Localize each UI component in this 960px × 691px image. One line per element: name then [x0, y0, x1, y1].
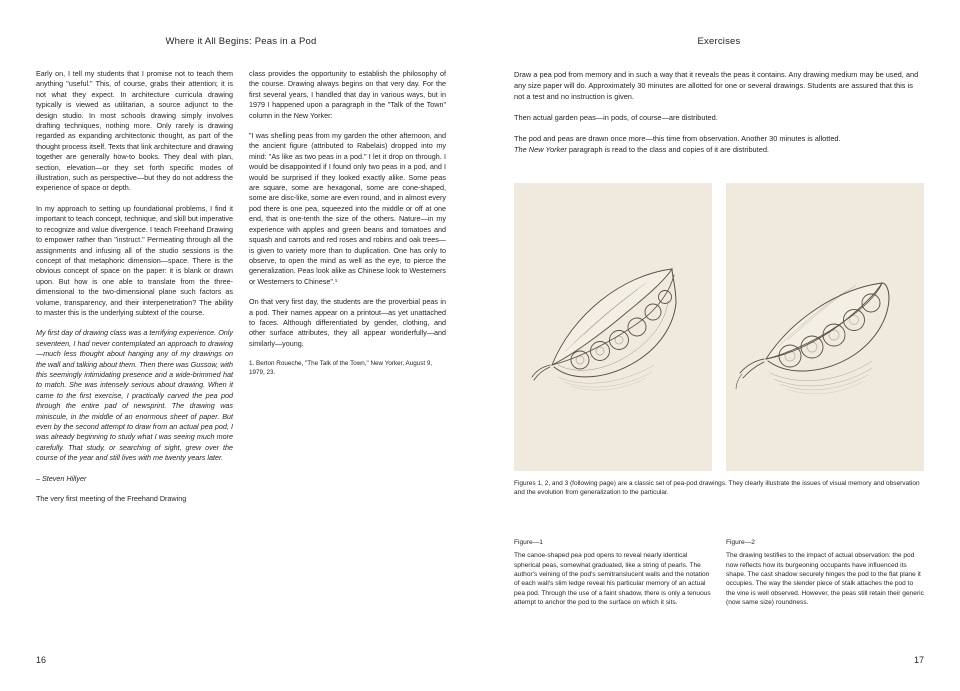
running-head-left: Where it All Begins: Peas in a Pod — [165, 36, 317, 47]
body-paragraph: Early on, I tell my students that I promise not to teach them anything "useful." This, of course, grabs their attention; it is not what they expect. In architecture curricula drawing typically is viewed as utilitarian, a source adjunct to the design studio. In most schools drawing simply involves drafting techniques, nothing more. Only rarely is drawing regarded as expanding architectonic thought, as part of the thought process itself. Texts that link architecture and drawing together are generally how-to books. They deal with plan, section, elevation—or they set forth specific modes of illustration, such as perspective—but they do not address the experience of space or depth. — [36, 69, 233, 193]
figure-1-image — [514, 183, 712, 471]
body-paragraph: class provides the opportunity to establish the philosophy of the course. Drawing always begins on that very day. For the first several years, I handled that day in various ways, but in 1979 I happened upon a paragraph in the "Talk of the Town" column in the New Yorker: — [249, 69, 446, 120]
footnote: 1. Berton Roueche, "The Talk of the Town," New Yorker, August 9, 1979, 23. — [249, 360, 433, 377]
exercise-intro — [514, 69, 924, 155]
page-number-left: 16 — [36, 655, 47, 665]
exercise-line-two-rest: paragraph is read to the class and copies of it are distributed. — [566, 145, 769, 154]
figure-note-1 — [514, 538, 712, 608]
figure-description: The drawing testifies to the impact of actual observation: the pod now reflects how its burgeoning occupants have influenced its shape. The cast shadow securely hinges the pod to the flat plane it occupies. The way the slender piece of stalk attaches the pod to the vine is well observed. However, the peas still retain their generic (now same size) roundness. — [726, 552, 924, 607]
exercise-paragraph-mixed — [514, 133, 924, 155]
body-paragraph-quote: "I was shelling peas from my garden the other afternoon, and the ancient figure (attributed to Rabelais) dropped into my mind: "As like as two peas in a pod." I let it drop on through. I would be disappointed if I found only two peas in a pod, and I would be surprised if they looked exactly alike. Some peas are square, some are hexagonal, some are cone-shaped, some are disc-like, some are even round, and in almost every pod there is one pea, squeezed into the middle or off at one end, that is one-tenth the size of the others. Nature—in my experience with apples and green beans and tomatoes and squash and carrots and red roses and robins and oak trees—is given to variety more than to duplication. One has only to observe, to open the mind as well as the eye, to pierce the generalization. Peas look alike as Chinese look to Westerners or Westerners to Chinese".¹ — [249, 131, 446, 286]
figure-caption: Figures 1, 2, and 3 (following page) are a classic set of pea-pod drawings. They clearly illustrate the issues of visual memory and observation and the evolution from generalization to the particular. — [514, 480, 920, 497]
column-one — [36, 69, 233, 514]
figure-notes — [514, 538, 924, 608]
right-page — [480, 0, 960, 691]
page-number-right: 17 — [913, 655, 924, 665]
figure-description: The canoe-shaped pea pod opens to reveal nearly identical spherical peas, somewhat graduated, like a string of pearls. The author's veining of the pod's semitranslucent walls and the notation of each wall's slim ledge reveal his particular memory of an actual pea pod. Through the use of a faint shadow, there is only a tenuous attempt to anchor the pod to the surface on which it sits. — [514, 552, 711, 607]
body-paragraph: In my approach to setting up foundational problems, I find it important to teach concept, technique, and skill but imperative to recognize and value divergence. I teach Freehand Drawing to empower rather than "instruct." Permeating through all the assignments and infusing all of the studio sessions is the concept of that metaphoric dimension—space. There is the obvious concept of space on the paper: it is blank or drawn upon. But how is one able to translate from the three-dimensional to the two-dimensional plane such factors as volume, transparency, and their interpenetration? The ability to master this is the underlying subtext of the course. — [36, 203, 233, 317]
figure-row — [514, 183, 924, 471]
figure-label: Figure—1 — [514, 538, 543, 546]
publication-title: The New Yorker — [514, 145, 567, 154]
body-paragraph-continued: The very first meeting of the Freehand Drawing — [36, 494, 187, 504]
figure-2-image — [726, 183, 924, 471]
left-page-columns — [36, 69, 446, 514]
quote-attribution: – Steven Hillyer — [36, 473, 87, 483]
running-head-right: Exercises — [697, 36, 741, 47]
column-two — [249, 69, 446, 514]
exercise-paragraph: Then actual garden peas—in pods, of course—are distributed. — [514, 113, 718, 122]
body-paragraph: On that very first day, the students are the proverbial peas in a pod. Their names appear on a printout—as yet unattached to faces. Although differentiated by gender, clothing, and other surface attributes, they all appear wonderfully—and similarly—young. — [249, 297, 446, 348]
figure-note-2 — [726, 538, 924, 608]
body-paragraph-italic: My first day of drawing class was a terrifying experience. Only seventeen, I had never contemplated an approach to drawing—much less thought about hanging any of my drawings on the wall and talking about them. Then there was Gussow, with this seemingly intimidating presence and a wide-brimmed hat to match. She was intensely serious about drawing. When it came to the first exercise, I practically carved the pea pod through the entire pad of newsprint. The drawing was miniscule, in the middle of an enormous sheet of paper. But even by the second attempt to draw from an actual pea pod, I was already beginning to study what I was seeing much more carefully. That study, or searching of sight, grew over the course of the year and still lives with me twenty years later. — [36, 328, 233, 463]
exercise-line-one: The pod and peas are drawn once more—this time from observation. Another 30 minutes is allotted. — [514, 134, 841, 143]
exercise-paragraph: Draw a pea pod from memory and in such a way that it reveals the peas it contains. Any drawing medium may be used, and any size paper will do. Approximately 30 minutes are allotted for one or several drawings. Students are assured that this is not a test and no instruction is given. — [514, 70, 919, 101]
figure-label: Figure—2 — [726, 538, 755, 546]
